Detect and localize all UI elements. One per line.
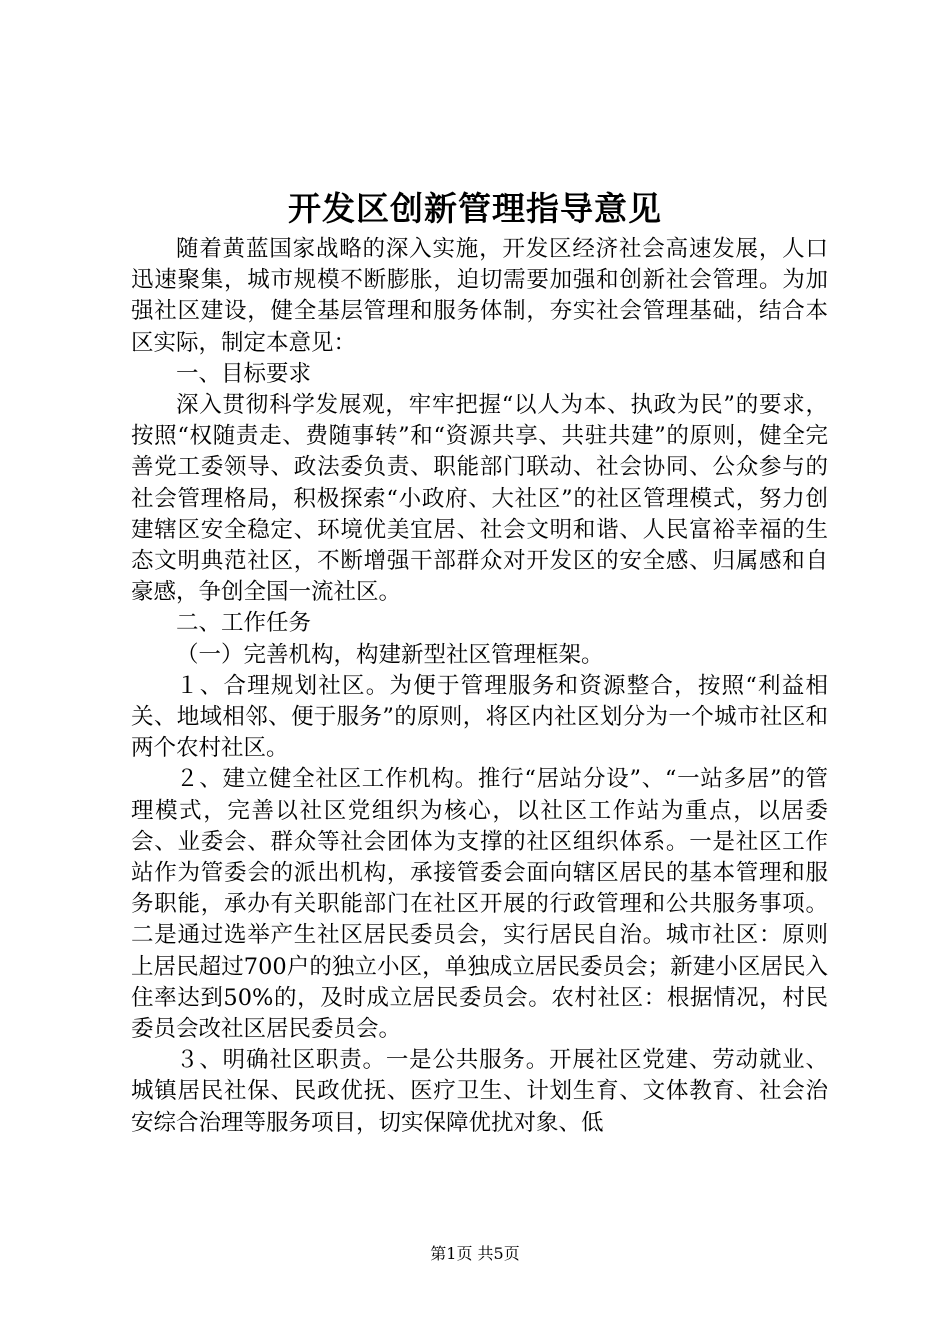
paragraph-item-1: １、合理规划社区。为便于管理服务和资源整合，按照“利益相关、地域相邻、便于服务”的原则，将区内社区划分为一个城市社区和两个农村社区。 xyxy=(131,672,828,762)
paragraph-item-3: ３、明确社区职责。一是公共服务。开展社区党建、劳动就业、城镇居民社保、民政优抚、医疗卫生、计划生育、文体教育、社会治安综合治理等服务项目，切实保障优扰对象、低 xyxy=(131,1047,828,1136)
heading-tasks: 二、工作任务 xyxy=(176,610,312,637)
document-title: 开发区创新管理指导意见 xyxy=(288,189,662,228)
paragraph-intro: 随着黄蓝国家战略的深入实施，开发区经济社会高速发展，人口迅速聚集，城市规模不断膨胀，迫切需要加强和创新社会管理。为加强社区建设，健全基层管理和服务体制，夯实社会管理基础，结合本区实际，制定本意见： xyxy=(131,236,828,356)
page-footer: 第1页 共5页 xyxy=(430,1244,520,1263)
heading-goals: 一、目标要求 xyxy=(176,360,312,387)
paragraph-goals: 深入贯彻科学发展观，牢牢把握“以人为本、执政为民”的要求，按照“权随责走、费随事转”和“资源共享、共驻共建”的原则，健全完善党工委领导、政法委负责、职能部门联动、社会协同、公众参与的社会管理格局，积极探索“小政府、大社区”的社区管理模式，努力创建辖区安全稳定、环境优美宜居、社会文明和谐、人民富裕幸福的生态文明典范社区，不断增强干部群众对开发区的安全感、归属感和自豪感，争创全国一流社区。 xyxy=(131,392,828,606)
paragraph-item-2: ２、建立健全社区工作机构。推行“居站分设”、“一站多居”的管理模式，完善以社区党组织为核心，以社区工作站为重点，以居委会、业委会、群众等社会团体为支撑的社区组织体系。一是社区工作站作为管委会的派出机构，承接管委会面向辖区居民的基本管理和服务职能，承办有关职能部门在社区开展的行政管理和公共服务事项。二是通过选举产生社区居民委员会，实行居民自治。城市社区：原则上居民超过700户的独立小区，单独成立居民委员会；新建小区居民入住率达到50%的，及时成立居民委员会。农村社区：根据情况，村民委员会改社区居民委员会。 xyxy=(131,766,828,1043)
subheading-structure: （一）完善机构，构建新型社区管理框架。 xyxy=(176,641,604,668)
document-body xyxy=(131,234,828,1139)
